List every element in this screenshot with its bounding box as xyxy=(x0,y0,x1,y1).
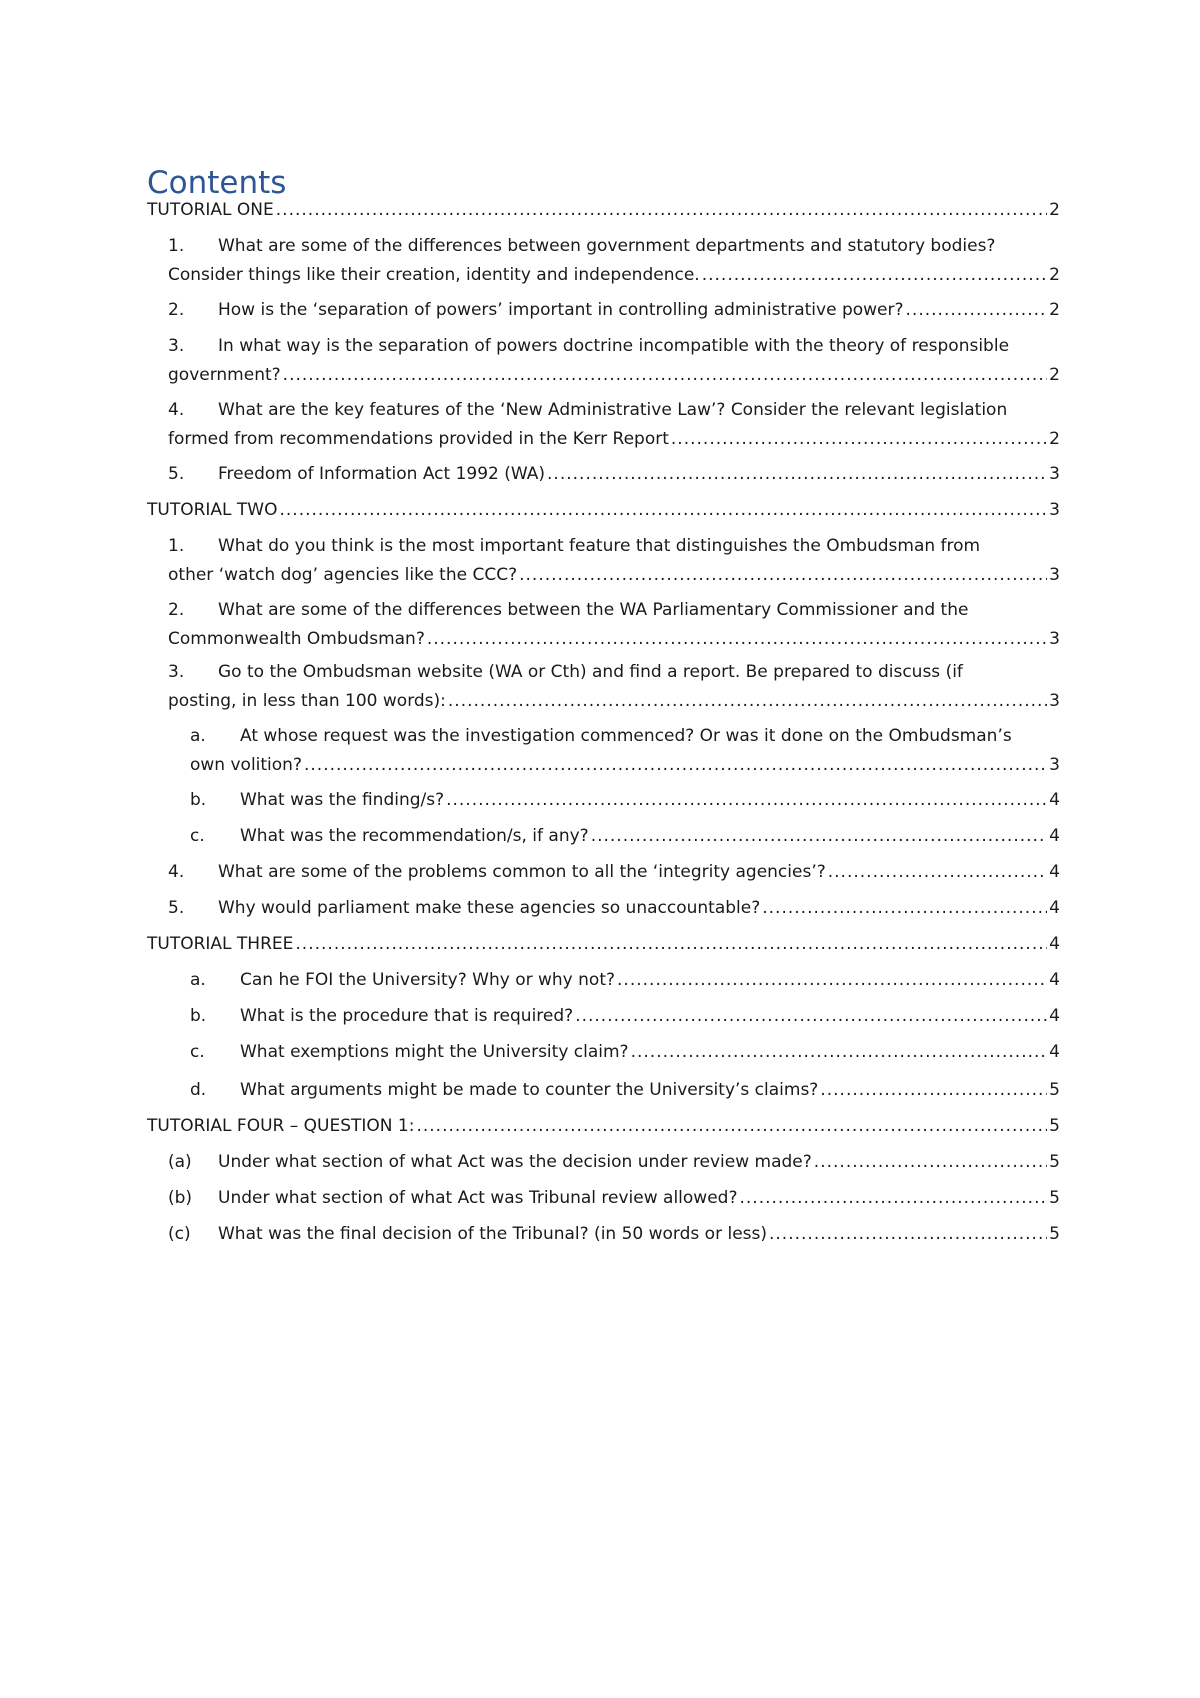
toc-dot-leader xyxy=(295,930,1047,959)
toc-dot-leader xyxy=(814,1148,1047,1177)
toc-entry-title-continued: own volition? xyxy=(190,755,302,775)
toc-entry[interactable] xyxy=(168,1220,1060,1249)
toc-page-number: 4 xyxy=(1049,826,1060,846)
toc-dot-leader xyxy=(617,966,1047,995)
toc-entry-title: What are some of the differences between government departments and statutory bodies? xyxy=(218,236,996,256)
toc-page-number: 3 xyxy=(1049,464,1060,484)
toc-entry[interactable] xyxy=(168,396,1060,454)
toc-entry-title: What exemptions might the University claim? xyxy=(240,1042,629,1062)
toc-entry-number: 4. xyxy=(168,400,185,420)
toc-page-number: 2 xyxy=(1049,429,1060,449)
toc-entry-title: Under what section of what Act was the decision under review made? xyxy=(218,1152,812,1172)
toc-entry[interactable] xyxy=(147,196,1060,225)
toc-entry-title: TUTORIAL TWO xyxy=(147,500,278,520)
toc-entry-number: 2. xyxy=(168,600,185,620)
toc-dot-leader xyxy=(304,751,1047,780)
toc-entry-title: What was the recommendation/s, if any? xyxy=(240,826,589,846)
toc-dot-leader xyxy=(416,1112,1047,1141)
toc-entry-title: What arguments might be made to counter the University’s claims? xyxy=(240,1080,819,1100)
toc-entry[interactable] xyxy=(147,930,1060,959)
toc-entry-title: What do you think is the most important feature that distinguishes the Ombudsman from xyxy=(218,536,981,556)
toc-page-number: 3 xyxy=(1049,691,1060,711)
toc-entry[interactable] xyxy=(168,858,1060,887)
toc-entry[interactable] xyxy=(147,1112,1060,1141)
toc-entry-title-continued: posting, in less than 100 words): xyxy=(168,691,446,711)
toc-dot-leader xyxy=(740,1184,1048,1213)
toc-page-number: 2 xyxy=(1049,300,1060,320)
contents-heading: Contents xyxy=(147,165,287,201)
toc-dot-leader xyxy=(591,822,1047,851)
toc-entry-number: c. xyxy=(190,1042,205,1062)
toc-dot-leader xyxy=(828,858,1047,887)
toc-entry-number: a. xyxy=(190,970,206,990)
toc-entry-number: d. xyxy=(190,1080,207,1100)
toc-entry-number: a. xyxy=(190,726,206,746)
toc-entry-number: 5. xyxy=(168,464,185,484)
toc-entry-title: Go to the Ombudsman website (WA or Cth) and find a report. Be prepared to discuss (if xyxy=(218,662,963,682)
toc-entry-number: 2. xyxy=(168,300,185,320)
toc-dot-leader xyxy=(575,1002,1047,1031)
toc-entry-title-continued: Commonwealth Ombudsman? xyxy=(168,629,425,649)
toc-page-number: 2 xyxy=(1049,265,1060,285)
toc-dot-leader xyxy=(906,296,1048,325)
toc-page-number: 3 xyxy=(1049,565,1060,585)
toc-entry-title: Freedom of Information Act 1992 (WA) xyxy=(218,464,546,484)
toc-page-number: 4 xyxy=(1049,1006,1060,1026)
toc-entry[interactable] xyxy=(168,1184,1060,1213)
toc-page-number: 4 xyxy=(1049,1042,1060,1062)
toc-entry[interactable] xyxy=(168,332,1060,390)
toc-entry-title-continued: formed from recommendations provided in the Kerr Report xyxy=(168,429,669,449)
toc-dot-leader xyxy=(446,786,1047,815)
toc-dot-leader xyxy=(427,625,1047,654)
toc-entry[interactable] xyxy=(168,894,1060,923)
toc-entry-title: TUTORIAL FOUR – QUESTION 1: xyxy=(147,1116,415,1136)
toc-dot-leader xyxy=(280,496,1048,525)
toc-entry-number: 5. xyxy=(168,898,185,918)
toc-page-number: 3 xyxy=(1049,500,1060,520)
toc-dot-leader xyxy=(769,1220,1047,1249)
toc-dot-leader xyxy=(671,425,1047,454)
toc-entry-number: 3. xyxy=(168,336,185,356)
toc-entry[interactable] xyxy=(190,822,1060,851)
toc-entry[interactable] xyxy=(168,1148,1060,1177)
toc-dot-leader xyxy=(283,361,1048,390)
toc-page-number: 4 xyxy=(1049,898,1060,918)
toc-entry[interactable] xyxy=(190,966,1060,995)
toc-page-number: 3 xyxy=(1049,755,1060,775)
toc-page-number: 3 xyxy=(1049,629,1060,649)
toc-page-number: 4 xyxy=(1049,862,1060,882)
toc-entry-number: (c) xyxy=(168,1224,191,1244)
toc-dot-leader xyxy=(820,1076,1047,1105)
toc-page-number: 5 xyxy=(1049,1188,1060,1208)
toc-entry[interactable] xyxy=(168,232,1060,290)
toc-entry-number: 1. xyxy=(168,536,185,556)
toc-dot-leader xyxy=(631,1038,1048,1067)
toc-entry[interactable] xyxy=(168,658,1060,716)
toc-entry-title: What was the final decision of the Tribunal? (in 50 words or less) xyxy=(218,1224,767,1244)
toc-entry-title: Why would parliament make these agencies so unaccountable? xyxy=(218,898,761,918)
toc-page-number: 5 xyxy=(1049,1116,1060,1136)
toc-entry-title: TUTORIAL ONE xyxy=(147,200,274,220)
toc-page-number: 2 xyxy=(1049,200,1060,220)
toc-page-number: 5 xyxy=(1049,1224,1060,1244)
toc-entry[interactable] xyxy=(190,786,1060,815)
toc-entry-title-continued: Consider things like their creation, identity and independence. xyxy=(168,265,700,285)
toc-dot-leader xyxy=(762,894,1047,923)
toc-entry[interactable] xyxy=(190,1002,1060,1031)
toc-entry-title: What are some of the problems common to all the ‘integrity agencies’? xyxy=(218,862,826,882)
toc-entry-title: TUTORIAL THREE xyxy=(147,934,294,954)
toc-entry-number: 4. xyxy=(168,862,185,882)
toc-page-number: 4 xyxy=(1049,790,1060,810)
toc-entry[interactable] xyxy=(190,722,1060,780)
toc-entry-title: Can he FOI the University? Why or why not? xyxy=(240,970,616,990)
toc-entry-number: 1. xyxy=(168,236,185,256)
toc-page-number: 4 xyxy=(1049,934,1060,954)
toc-entry-title: What are some of the differences between the WA Parliamentary Commissioner and the xyxy=(218,600,969,620)
toc-dot-leader xyxy=(448,687,1047,716)
toc-entry[interactable] xyxy=(190,1038,1060,1067)
toc-entry[interactable] xyxy=(147,496,1060,525)
toc-entry-number: (a) xyxy=(168,1152,192,1172)
toc-entry-title: What was the finding/s? xyxy=(240,790,445,810)
toc-entry[interactable] xyxy=(168,532,1060,590)
toc-entry-number: (b) xyxy=(168,1188,193,1208)
toc-entry-title: What are the key features of the ‘New Administrative Law’? Consider the relevant legislation xyxy=(218,400,1008,420)
toc-dot-leader xyxy=(547,460,1047,489)
toc-page-number: 2 xyxy=(1049,365,1060,385)
toc-entry-title: In what way is the separation of powers doctrine incompatible with the theory of responsible xyxy=(218,336,1010,356)
toc-entry-title: What is the procedure that is required? xyxy=(240,1006,574,1026)
toc-dot-leader xyxy=(702,261,1047,290)
toc-entry[interactable] xyxy=(168,296,1060,325)
toc-dot-leader xyxy=(276,196,1047,225)
toc-entry-title-continued: government? xyxy=(168,365,281,385)
toc-entry-number: b. xyxy=(190,790,207,810)
toc-page-number: 5 xyxy=(1049,1080,1060,1100)
toc-entry-title-continued: other ‘watch dog’ agencies like the CCC? xyxy=(168,565,518,585)
toc-page-number: 4 xyxy=(1049,970,1060,990)
toc-entry-title: At whose request was the investigation commenced? Or was it done on the Ombudsman’s xyxy=(240,726,1012,746)
toc-entry[interactable] xyxy=(168,460,1060,489)
toc-entry[interactable] xyxy=(168,596,1060,654)
toc-dot-leader xyxy=(519,561,1047,590)
toc-entry[interactable] xyxy=(190,1076,1060,1105)
toc-entry-title: How is the ‘separation of powers’ important in controlling administrative power? xyxy=(218,300,904,320)
toc-page-number: 5 xyxy=(1049,1152,1060,1172)
toc-entry-title: Under what section of what Act was Tribunal review allowed? xyxy=(218,1188,738,1208)
toc-entry-number: 3. xyxy=(168,662,185,682)
toc-entry-number: c. xyxy=(190,826,205,846)
toc-entry-number: b. xyxy=(190,1006,207,1026)
